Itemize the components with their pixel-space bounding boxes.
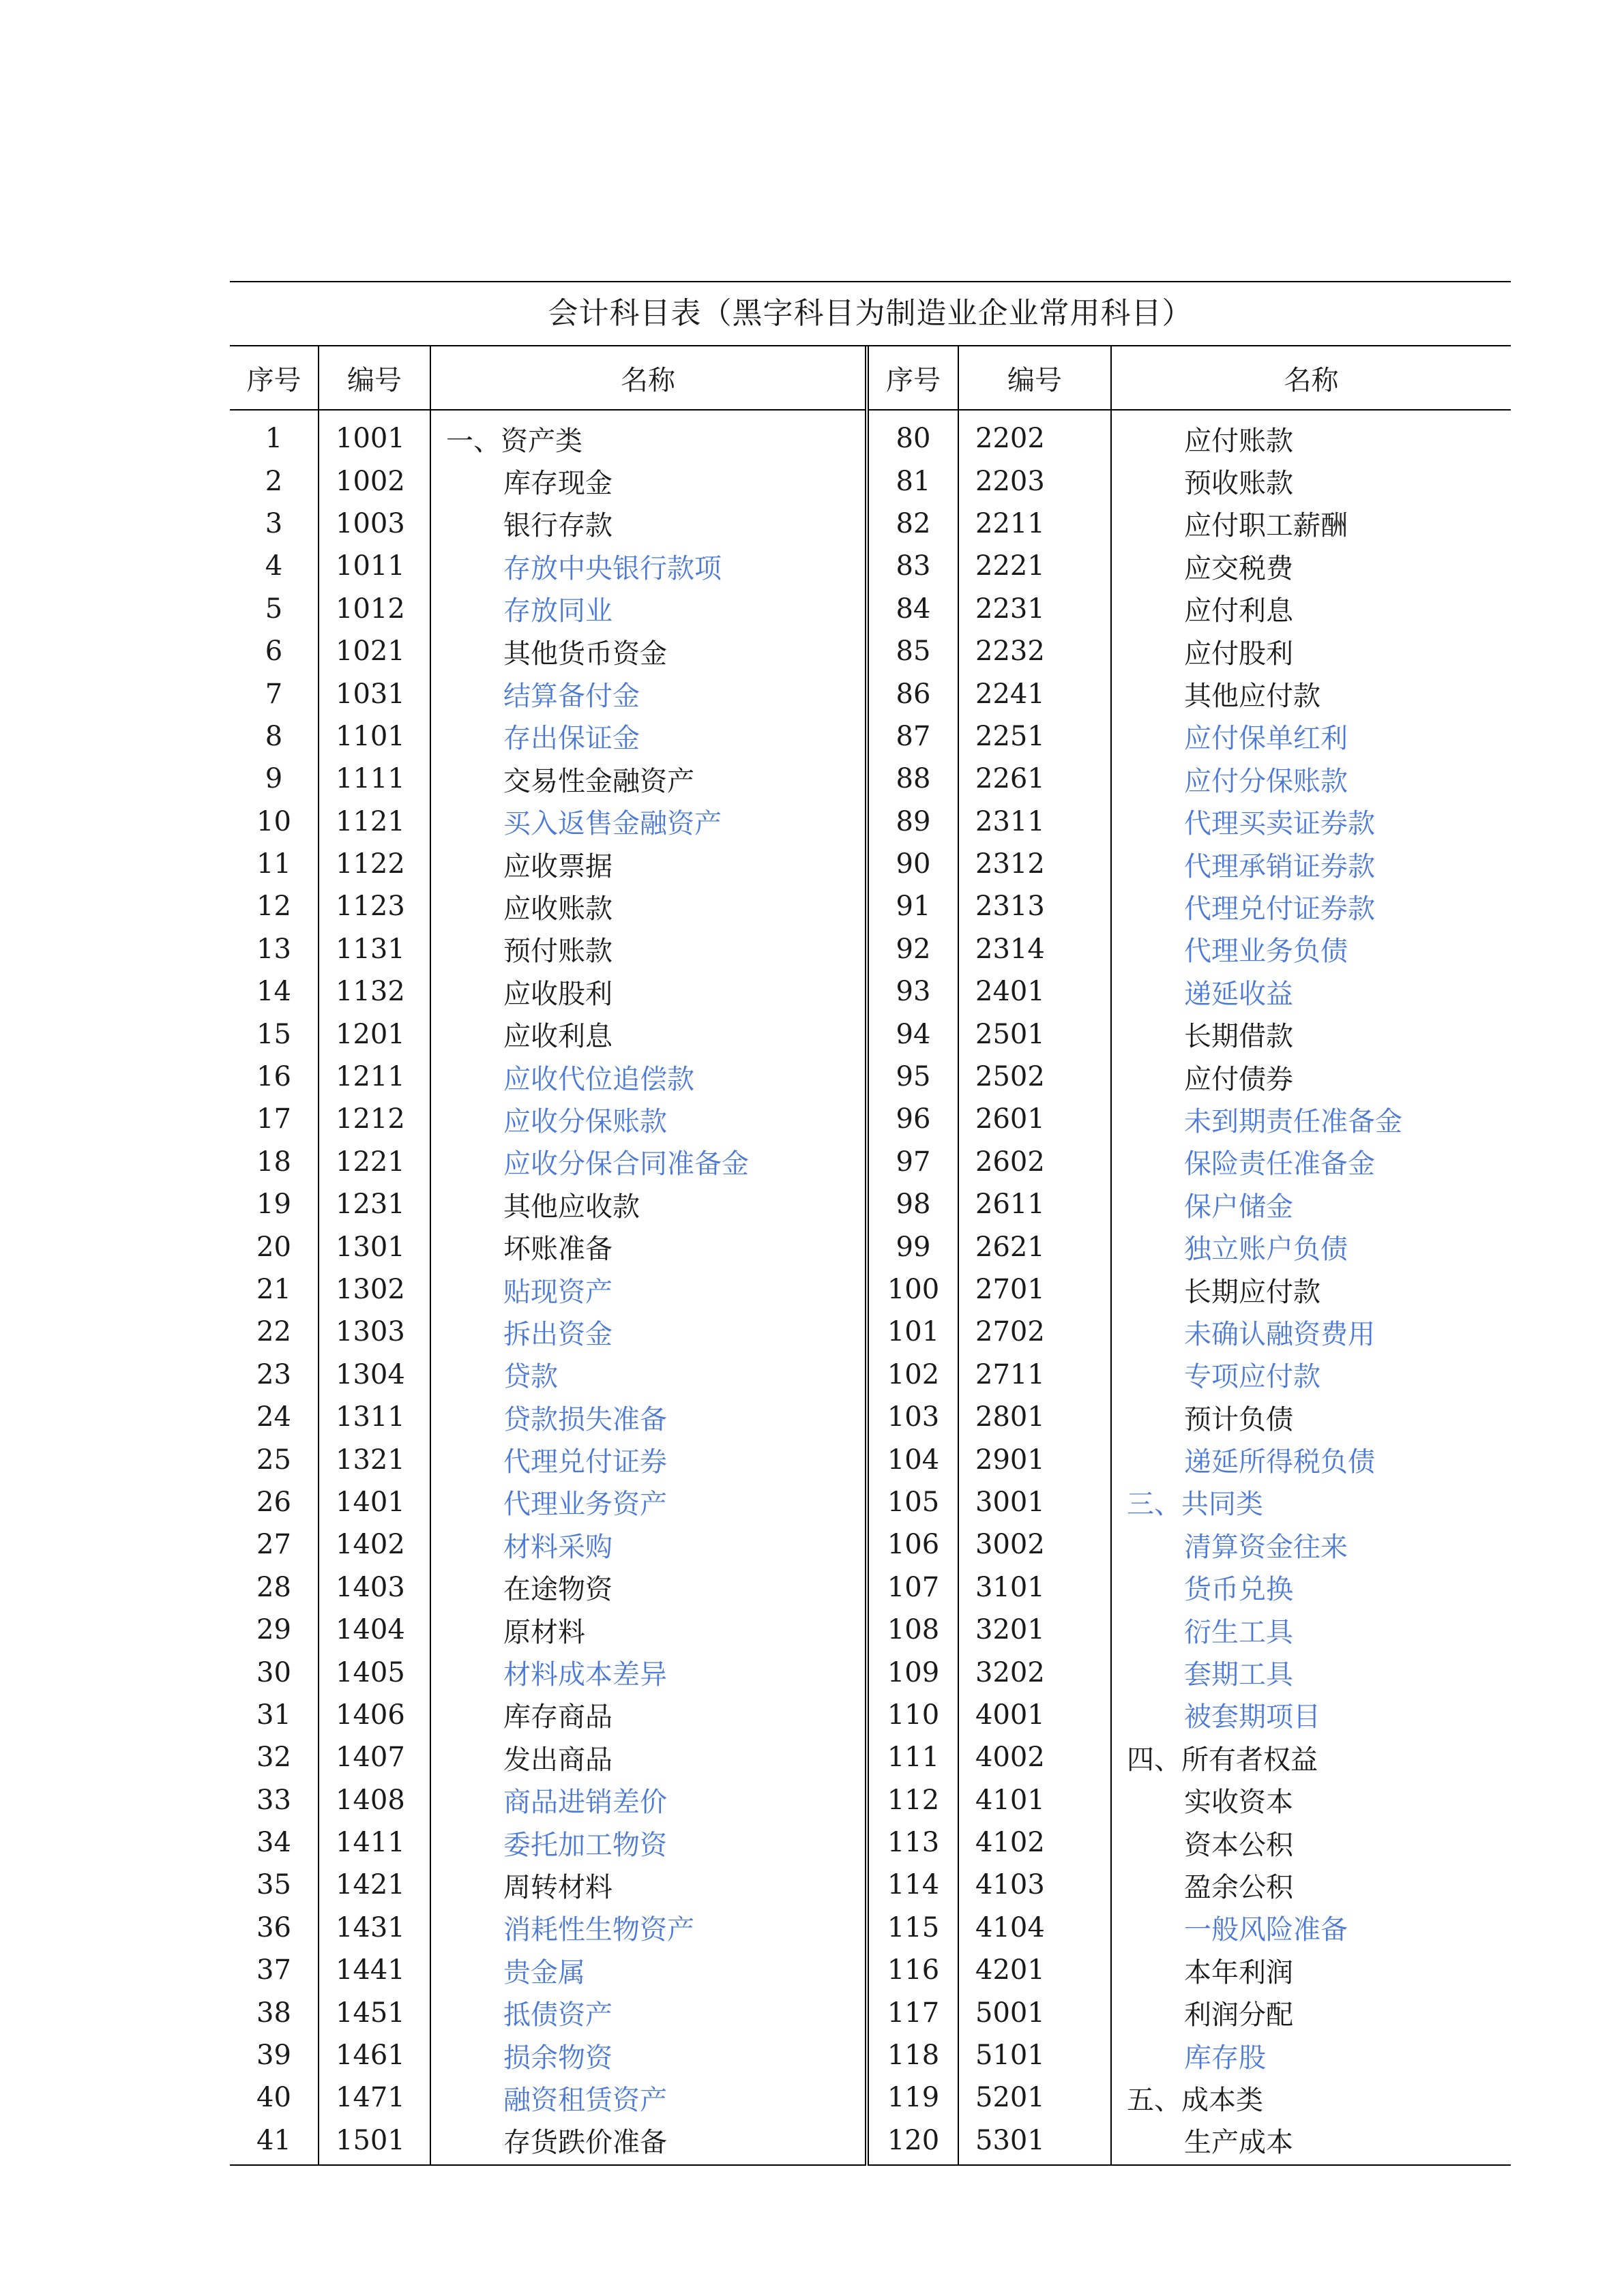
seq-cell-right: 119 [887,2082,940,2114]
table-row [230,545,1511,587]
code-cell-right: 2312 [958,843,1111,885]
code-cell-right: 2621 [958,1225,1111,1268]
code-cell-left: 1121 [319,801,430,843]
code-cell-right: 4104 [958,1907,1111,1949]
code-cell-left: 1411 [319,1821,430,1864]
seq-cell-left: 37 [256,1954,291,1986]
seq-cell-left: 27 [256,1529,291,1561]
seq-cell-right: 105 [887,1486,940,1518]
name-cell-right: 生产成本 [1111,2119,1511,2165]
code-cell-left: 1451 [319,1991,430,2033]
code-cell-left: 1303 [319,1311,430,1353]
table-row [230,1821,1511,1864]
seq-cell-left: 4 [265,550,283,582]
name-cell-right: 盈余公积 [1111,1864,1511,1906]
code-cell-right: 2701 [958,1268,1111,1311]
seq-cell-left: 5 [265,593,283,625]
seq-cell-left: 23 [256,1358,291,1390]
code-cell-right: 2313 [958,885,1111,927]
seq-cell-left: 22 [256,1316,291,1348]
seq-cell-left: 14 [256,976,291,1008]
seq-cell-right: 86 [896,678,931,710]
name-cell-left: 贷款损失准备 [430,1396,867,1438]
code-cell-left: 1201 [319,1013,430,1055]
code-cell-right: 5001 [958,1991,1111,2033]
name-cell-right: 清算资金往来 [1111,1523,1511,1566]
name-cell-left: 存放同业 [430,588,867,630]
name-cell-left: 库存商品 [430,1694,867,1736]
name-cell-left: 材料成本差异 [430,1651,867,1693]
code-cell-left: 1401 [319,1481,430,1523]
name-cell-right: 应付债券 [1111,1056,1511,1098]
code-cell-right: 4101 [958,1779,1111,1821]
name-cell-right: 五、成本类 [1111,2076,1511,2119]
code-cell-right: 4001 [958,1694,1111,1736]
name-cell-left: 应收票据 [430,843,867,885]
name-cell-left: 坏账准备 [430,1225,867,1268]
seq-cell-right: 112 [887,1784,940,1816]
seq-cell-right: 101 [887,1316,940,1348]
name-cell-right: 应付股利 [1111,630,1511,672]
seq-cell-right: 117 [887,1997,940,2029]
seq-cell-right: 83 [896,550,931,582]
document-page [230,281,1511,2166]
table-row [230,1056,1511,1098]
code-cell-left: 1101 [319,715,430,758]
name-cell-right: 应付保单红利 [1111,715,1511,758]
name-cell-right: 保险责任准备金 [1111,1141,1511,1183]
code-cell-right: 5201 [958,2076,1111,2119]
code-cell-left: 1431 [319,1907,430,1949]
code-cell-left: 1406 [319,1694,430,1736]
header-seq-left: 序号 [230,346,319,410]
table-row [230,1949,1511,1991]
name-cell-left: 其他应收款 [430,1183,867,1225]
seq-cell-right: 102 [887,1358,940,1390]
code-cell-left: 1441 [319,1949,430,1991]
code-cell-right: 2311 [958,801,1111,843]
seq-cell-left: 8 [265,720,283,752]
table-row [230,970,1511,1013]
code-cell-right: 2601 [958,1098,1111,1140]
seq-cell-right: 90 [896,848,931,880]
seq-cell-right: 113 [887,1827,940,1859]
name-cell-right: 三、共同类 [1111,1481,1511,1523]
code-cell-left: 1231 [319,1183,430,1225]
seq-cell-right: 103 [887,1401,940,1433]
seq-cell-left: 34 [256,1827,291,1859]
seq-cell-left: 12 [256,891,291,923]
code-cell-right: 4103 [958,1864,1111,1906]
code-cell-left: 1407 [319,1736,430,1778]
name-cell-left: 银行存款 [430,503,867,545]
name-cell-right: 被套期项目 [1111,1694,1511,1736]
table-row [230,1523,1511,1566]
table-row [230,1694,1511,1736]
seq-cell-right: 116 [887,1954,940,1986]
code-cell-right: 2261 [958,758,1111,800]
code-cell-right: 2401 [958,970,1111,1013]
seq-cell-left: 9 [265,763,283,795]
seq-cell-right: 98 [896,1189,931,1221]
table-title: 会计科目表（黑字科目为制造业企业常用科目） [230,281,1511,346]
code-cell-left: 1302 [319,1268,430,1311]
seq-cell-left: 13 [256,933,291,965]
header-seq-right: 序号 [867,346,958,410]
name-cell-left: 损余物资 [430,2034,867,2076]
name-cell-left: 应收账款 [430,885,867,927]
name-cell-left: 应收分保账款 [430,1098,867,1140]
name-cell-right: 利润分配 [1111,1991,1511,2033]
name-cell-left: 买入返售金融资产 [430,801,867,843]
seq-cell-right: 97 [896,1146,931,1178]
code-cell-right: 3001 [958,1481,1111,1523]
seq-cell-left: 19 [256,1189,291,1221]
table-row [230,1396,1511,1438]
seq-cell-left: 26 [256,1486,291,1518]
table-row [230,1864,1511,1906]
seq-cell-left: 6 [265,636,283,668]
code-cell-left: 1003 [319,503,430,545]
code-cell-left: 1031 [319,672,430,715]
table-row [230,1098,1511,1140]
name-cell-left: 贴现资产 [430,1268,867,1311]
code-cell-left: 1001 [319,410,430,460]
name-cell-right: 保户储金 [1111,1183,1511,1225]
code-cell-left: 1221 [319,1141,430,1183]
code-cell-left: 1421 [319,1864,430,1906]
code-cell-right: 2702 [958,1311,1111,1353]
name-cell-left: 应收分保合同准备金 [430,1141,867,1183]
name-cell-left: 代理兑付证券 [430,1438,867,1480]
seq-cell-left: 35 [256,1869,291,1901]
seq-cell-right: 81 [896,465,931,497]
code-cell-right: 4002 [958,1736,1111,1778]
name-cell-right: 应付分保账款 [1111,758,1511,800]
code-cell-left: 1301 [319,1225,430,1268]
seq-cell-right: 91 [896,891,931,923]
code-cell-left: 1321 [319,1438,430,1480]
header-row [230,346,1511,410]
table-row [230,1183,1511,1225]
seq-cell-right: 107 [887,1571,940,1603]
code-cell-left: 1211 [319,1056,430,1098]
name-cell-left: 存出保证金 [430,715,867,758]
chart-of-accounts-table [230,281,1511,2166]
seq-cell-right: 96 [896,1103,931,1135]
code-cell-right: 2711 [958,1354,1111,1396]
table-row [230,1651,1511,1693]
code-cell-left: 1403 [319,1566,430,1609]
seq-cell-left: 21 [256,1274,291,1305]
table-row [230,1779,1511,1821]
name-cell-right: 独立账户负债 [1111,1225,1511,1268]
seq-cell-right: 115 [887,1911,940,1943]
code-cell-right: 2901 [958,1438,1111,1480]
seq-cell-left: 28 [256,1571,291,1603]
name-cell-left: 贷款 [430,1354,867,1396]
table-row [230,715,1511,758]
name-cell-left: 消耗性生物资产 [430,1907,867,1949]
table-row [230,801,1511,843]
seq-cell-right: 84 [896,593,931,625]
table-row [230,460,1511,502]
name-cell-left: 委托加工物资 [430,1821,867,1864]
name-cell-right: 代理买卖证券款 [1111,801,1511,843]
name-cell-left: 库存现金 [430,460,867,502]
table-row [230,2076,1511,2119]
code-cell-right: 2251 [958,715,1111,758]
table-row [230,1013,1511,1055]
seq-cell-left: 3 [265,507,283,539]
code-cell-left: 1012 [319,588,430,630]
name-cell-right: 其他应付款 [1111,672,1511,715]
name-cell-right: 实收资本 [1111,1779,1511,1821]
code-cell-right: 2801 [958,1396,1111,1438]
name-cell-left: 应收股利 [430,970,867,1013]
code-cell-left: 1404 [319,1609,430,1651]
name-cell-left: 周转材料 [430,1864,867,1906]
name-cell-left: 融资租赁资产 [430,2076,867,2119]
seq-cell-left: 25 [256,1444,291,1476]
table-row [230,410,1511,460]
name-cell-left: 其他货币资金 [430,630,867,672]
seq-cell-right: 114 [887,1869,940,1901]
name-cell-left: 结算备付金 [430,672,867,715]
code-cell-right: 3101 [958,1566,1111,1609]
table-row [230,1481,1511,1523]
code-cell-right: 2241 [958,672,1111,715]
code-cell-right: 2501 [958,1013,1111,1055]
table-body [230,410,1511,2165]
name-cell-left: 存货跌价准备 [430,2119,867,2165]
name-cell-right: 应付利息 [1111,588,1511,630]
name-cell-left: 拆出资金 [430,1311,867,1353]
code-cell-left: 1461 [319,2034,430,2076]
name-cell-right: 应付账款 [1111,410,1511,460]
name-cell-left: 存放中央银行款项 [430,545,867,587]
name-cell-right: 代理承销证券款 [1111,843,1511,885]
code-cell-right: 5301 [958,2119,1111,2165]
table-row [230,1609,1511,1651]
code-cell-left: 1111 [319,758,430,800]
seq-cell-right: 93 [896,976,931,1008]
name-cell-right: 预计负债 [1111,1396,1511,1438]
name-cell-right: 长期应付款 [1111,1268,1511,1311]
name-cell-right: 专项应付款 [1111,1354,1511,1396]
name-cell-left: 应收代位追偿款 [430,1056,867,1098]
header-code-right: 编号 [958,346,1111,410]
seq-cell-left: 38 [256,1997,291,2029]
name-cell-right: 库存股 [1111,2034,1511,2076]
name-cell-left: 代理业务资产 [430,1481,867,1523]
code-cell-left: 1501 [319,2119,430,2165]
name-cell-left: 一、资产类 [430,410,867,460]
header-name-right: 名称 [1111,346,1511,410]
name-cell-right: 四、所有者权益 [1111,1736,1511,1778]
code-cell-left: 1304 [319,1354,430,1396]
name-cell-right: 一般风险准备 [1111,1907,1511,1949]
code-cell-left: 1408 [319,1779,430,1821]
seq-cell-left: 39 [256,2040,291,2072]
name-cell-right: 应付职工薪酬 [1111,503,1511,545]
code-cell-right: 2202 [958,410,1111,460]
table-row [230,1991,1511,2033]
seq-cell-left: 40 [256,2082,291,2114]
table-row [230,885,1511,927]
seq-cell-right: 80 [896,423,931,455]
seq-cell-right: 88 [896,763,931,795]
seq-cell-right: 110 [887,1699,940,1731]
code-cell-left: 1212 [319,1098,430,1140]
seq-cell-left: 32 [256,1742,291,1774]
table-row [230,1736,1511,1778]
name-cell-right: 预收账款 [1111,460,1511,502]
code-cell-left: 1131 [319,928,430,970]
bottom-rule [230,2165,1511,2166]
table-row [230,630,1511,672]
header-name-left: 名称 [430,346,867,410]
code-cell-right: 3201 [958,1609,1111,1651]
code-cell-left: 1002 [319,460,430,502]
header-code-left: 编号 [319,346,430,410]
seq-cell-left: 30 [256,1656,291,1688]
seq-cell-right: 82 [896,507,931,539]
name-cell-right: 长期借款 [1111,1013,1511,1055]
table-row [230,843,1511,885]
code-cell-left: 1132 [319,970,430,1013]
seq-cell-right: 85 [896,636,931,668]
table-row [230,2034,1511,2076]
code-cell-right: 3002 [958,1523,1111,1566]
code-cell-left: 1122 [319,843,430,885]
code-cell-left: 1471 [319,2076,430,2119]
name-cell-left: 在途物资 [430,1566,867,1609]
code-cell-right: 3202 [958,1651,1111,1693]
name-cell-right: 货币兑换 [1111,1566,1511,1609]
table-row [230,588,1511,630]
name-cell-right: 资本公积 [1111,1821,1511,1864]
seq-cell-left: 10 [256,805,291,837]
table-row [230,1225,1511,1268]
table-row [230,2119,1511,2165]
code-cell-right: 2211 [958,503,1111,545]
seq-cell-left: 18 [256,1146,291,1178]
table-row [230,503,1511,545]
seq-cell-right: 109 [887,1656,940,1688]
code-cell-right: 2314 [958,928,1111,970]
seq-cell-left: 2 [265,465,283,497]
seq-cell-left: 29 [256,1614,291,1646]
seq-cell-left: 24 [256,1401,291,1433]
table-row [230,1268,1511,1311]
table-row [230,1141,1511,1183]
seq-cell-right: 95 [896,1061,931,1093]
name-cell-left: 交易性金融资产 [430,758,867,800]
name-cell-left: 商品进销差价 [430,1779,867,1821]
seq-cell-right: 106 [887,1529,940,1561]
name-cell-right: 本年利润 [1111,1949,1511,1991]
seq-cell-left: 33 [256,1784,291,1816]
seq-cell-right: 99 [896,1231,931,1263]
name-cell-left: 原材料 [430,1609,867,1651]
seq-cell-right: 108 [887,1614,940,1646]
name-cell-right: 应交税费 [1111,545,1511,587]
seq-cell-right: 92 [896,933,931,965]
seq-cell-right: 104 [887,1444,940,1476]
seq-cell-right: 94 [896,1018,931,1050]
table-row [230,1438,1511,1480]
code-cell-right: 2502 [958,1056,1111,1098]
code-cell-right: 4102 [958,1821,1111,1864]
code-cell-right: 4201 [958,1949,1111,1991]
seq-cell-left: 36 [256,1911,291,1943]
seq-cell-right: 111 [887,1742,940,1774]
code-cell-right: 2602 [958,1141,1111,1183]
seq-cell-left: 7 [265,678,283,710]
code-cell-right: 2203 [958,460,1111,502]
table-row [230,1566,1511,1609]
name-cell-right: 代理业务负债 [1111,928,1511,970]
seq-cell-left: 11 [256,848,291,880]
name-cell-right: 未确认融资费用 [1111,1311,1511,1353]
table-row [230,758,1511,800]
name-cell-left: 预付账款 [430,928,867,970]
seq-cell-left: 41 [256,2124,291,2156]
name-cell-right: 递延所得税负债 [1111,1438,1511,1480]
code-cell-left: 1021 [319,630,430,672]
seq-cell-left: 31 [256,1699,291,1731]
name-cell-left: 发出商品 [430,1736,867,1778]
name-cell-right: 未到期责任准备金 [1111,1098,1511,1140]
seq-cell-right: 89 [896,805,931,837]
code-cell-left: 1402 [319,1523,430,1566]
name-cell-right: 衍生工具 [1111,1609,1511,1651]
code-cell-right: 2232 [958,630,1111,672]
seq-cell-left: 1 [265,423,283,455]
code-cell-right: 2611 [958,1183,1111,1225]
name-cell-right: 递延收益 [1111,970,1511,1013]
seq-cell-right: 100 [887,1274,940,1305]
code-cell-left: 1011 [319,545,430,587]
table-row [230,672,1511,715]
code-cell-left: 1311 [319,1396,430,1438]
code-cell-right: 5101 [958,2034,1111,2076]
table-row [230,928,1511,970]
name-cell-left: 抵债资产 [430,1991,867,2033]
table-row [230,1354,1511,1396]
table-row [230,1311,1511,1353]
name-cell-left: 材料采购 [430,1523,867,1566]
seq-cell-left: 16 [256,1061,291,1093]
code-cell-right: 2221 [958,545,1111,587]
name-cell-right: 套期工具 [1111,1651,1511,1693]
code-cell-right: 2231 [958,588,1111,630]
seq-cell-right: 118 [887,2040,940,2072]
name-cell-right: 代理兑付证券款 [1111,885,1511,927]
seq-cell-right: 120 [887,2124,940,2156]
seq-cell-left: 15 [256,1018,291,1050]
seq-cell-right: 87 [896,720,931,752]
code-cell-left: 1405 [319,1651,430,1693]
name-cell-left: 应收利息 [430,1013,867,1055]
table-row [230,1907,1511,1949]
seq-cell-left: 20 [256,1231,291,1263]
seq-cell-left: 17 [256,1103,291,1135]
code-cell-left: 1123 [319,885,430,927]
name-cell-left: 贵金属 [430,1949,867,1991]
